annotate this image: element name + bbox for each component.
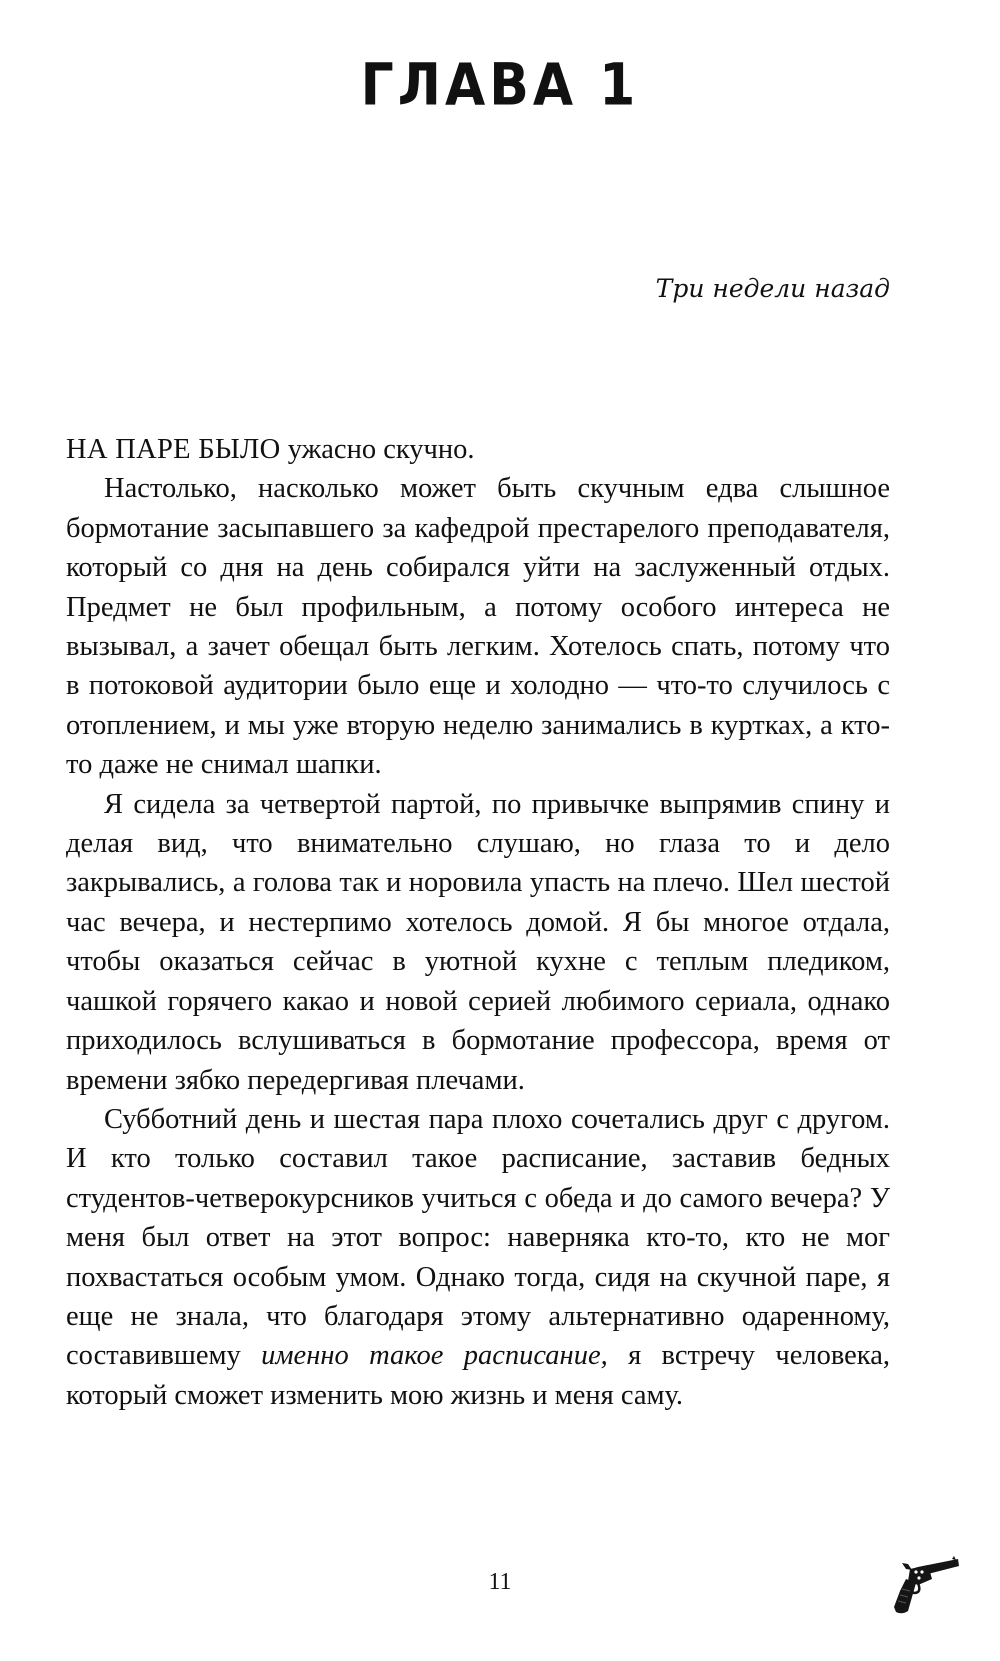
paragraph-1-text: ужасно скучно. <box>280 434 475 465</box>
paragraph-4-text-after: я встречу человека, который сможет изменить мою жизнь и меня саму. <box>66 1340 890 1411</box>
revolver-icon <box>888 1555 960 1615</box>
paragraph-2: Настолько, насколько может быть скучным едва слышное бормотание засыпавшего за кафедрой престарелого преподавателя, который со дня на день собирался уйти на заслуженный отдых. Предмет не был профильным, а потому особого интереса не вызывал, а зачет обещал быть легким. Хотелось спать, потому что в потоковой аудитории было еще и холодно — что-то случилось с отоплением, и мы уже вторую неделю занимались в куртках, а кто-то даже не снимал шапки. <box>66 473 890 781</box>
epigraph: Три недели назад <box>655 274 890 303</box>
paragraph-4-text-before: Субботний день и шестая пара плохо сочетались друг с другом. И кто только составил такое расписание, заставив бедных студентов-четверокурсников учиться с обеда и до самого вечера? У меня был ответ на этот вопрос: наверняка кто-то, кто не мог похвастаться особым умом. Однако тогда, сидя на скучной паре, я еще не знала, что благодаря этому альтернативно одаренному, составившему <box>66 1103 890 1372</box>
body-text <box>66 430 890 1415</box>
paragraph-lead-caps: НА ПАРЕ БЫЛО <box>66 434 281 465</box>
page-number: 11 <box>488 1569 512 1595</box>
paragraph-4 <box>66 1100 890 1415</box>
paragraph-3: Я сидела за четвертой партой, по привычке выпрямив спину и делая вид, что внимательно слушаю, но глаза то и дело закрывались, а голова так и норовила упасть на плечо. Шел шестой час вечера, и нестерпимо хотелось домой. Я бы многое отдала, чтобы оказаться сейчас в уютной кухне с теплым пледиком, чашкой горячего какао и новой серией любимого сериала, однако приходилось вслушиваться в бормотание профессора, время от времени зябко передергивая плечами. <box>66 788 890 1096</box>
paragraph-1 <box>66 430 890 469</box>
chapter-title: ГЛАВА 1 <box>360 52 640 120</box>
paragraph-4-emphasis: именно такое расписание, <box>261 1340 608 1372</box>
